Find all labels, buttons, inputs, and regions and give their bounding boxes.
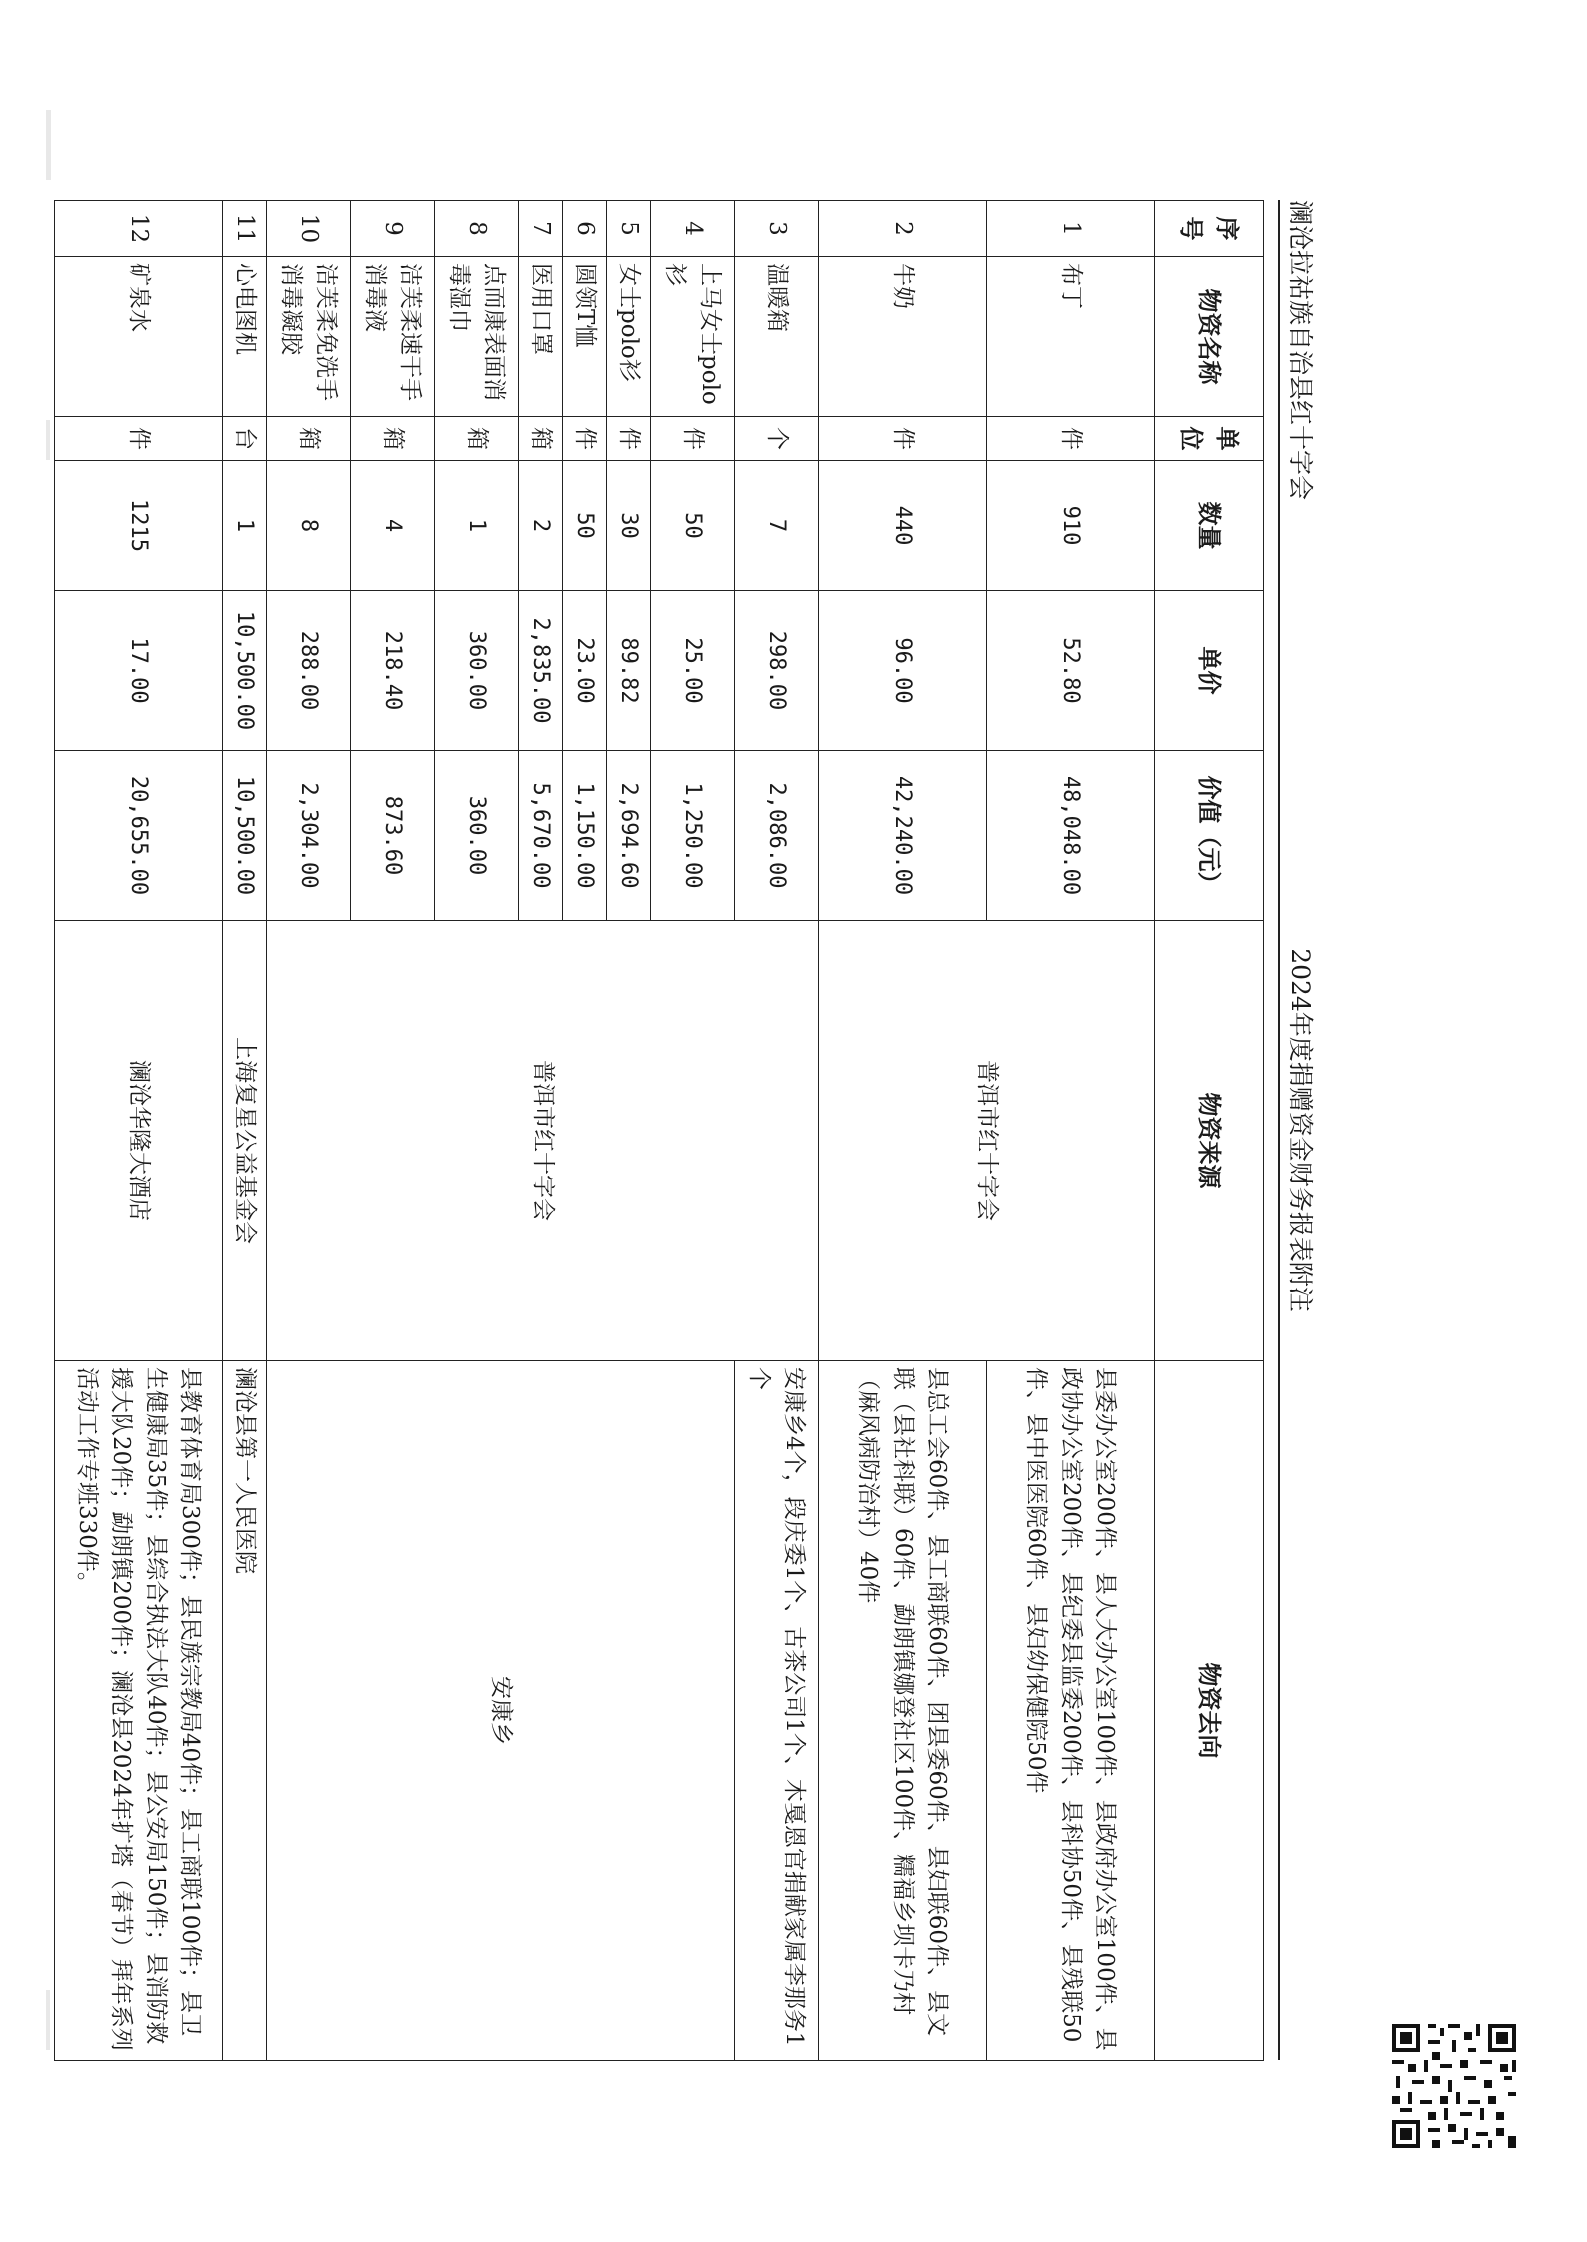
cell-unit: 箱	[267, 417, 351, 461]
scan-edge-mark	[46, 1990, 50, 2050]
col-header-no: 序号	[1155, 201, 1264, 257]
cell-value: 873.60	[351, 751, 435, 921]
cell-qty: 910	[987, 461, 1155, 591]
cell-price: 25.00	[651, 591, 735, 751]
cell-unit: 个	[735, 417, 819, 461]
page-title: 2024年度捐赠资金财务报表附注	[1286, 948, 1315, 1312]
cell-name: 女士polo衫	[607, 257, 651, 417]
col-header-source: 物资来源	[1155, 921, 1264, 1361]
cell-qty: 440	[819, 461, 987, 591]
rotated-page-content	[74, 200, 1330, 2060]
cell-value: 48,048.00	[987, 751, 1155, 921]
cell-price: 89.82	[607, 591, 651, 751]
col-header-price: 单价	[1155, 591, 1264, 751]
cell-price: 218.40	[351, 591, 435, 751]
scan-edge-mark	[46, 420, 50, 460]
cell-value: 20,655.00	[55, 751, 223, 921]
donation-table-wrap	[54, 200, 1264, 2060]
cell-value: 1,250.00	[651, 751, 735, 921]
cell-value: 1,150.00	[563, 751, 607, 921]
table-row	[55, 201, 223, 2061]
cell-no: 4	[651, 201, 735, 257]
cell-no: 3	[735, 201, 819, 257]
table-row	[223, 201, 267, 2061]
cell-price: 96.00	[819, 591, 987, 751]
col-header-name: 物资名称	[1155, 257, 1264, 417]
cell-dest: 澜沧县第一人民医院	[223, 1361, 267, 2061]
org-name: 澜沧拉祜族自治县红十字会	[1286, 200, 1315, 501]
cell-price: 288.00	[267, 591, 351, 751]
cell-unit: 箱	[435, 417, 519, 461]
cell-price: 2,835.00	[519, 591, 563, 751]
cell-unit: 件	[55, 417, 223, 461]
cell-qty: 1	[435, 461, 519, 591]
cell-source-merged: 普洱市红十字会	[267, 921, 819, 1361]
qr-code-icon	[1388, 2020, 1520, 2152]
cell-unit: 件	[563, 417, 607, 461]
table-row	[987, 201, 1155, 2061]
cell-no: 2	[819, 201, 987, 257]
cell-value: 2,304.00	[267, 751, 351, 921]
header-rule	[1278, 200, 1280, 2060]
cell-name: 上马女士polo衫	[651, 257, 735, 417]
donation-table	[54, 200, 1264, 2061]
cell-name: 温暖箱	[735, 257, 819, 417]
cell-name: 洁芙柔速干手消毒液	[351, 257, 435, 417]
cell-no: 8	[435, 201, 519, 257]
cell-price: 23.00	[563, 591, 607, 751]
cell-name: 医用口罩	[519, 257, 563, 417]
cell-qty: 8	[267, 461, 351, 591]
cell-unit: 件	[651, 417, 735, 461]
cell-no: 1	[987, 201, 1155, 257]
cell-dest: 安康乡4个，段庆委1个、古茶公司1个、木戛恩官捐献家属李那务1个	[735, 1361, 819, 2061]
cell-dest-merged: 安康乡	[267, 1361, 735, 2061]
cell-no: 10	[267, 201, 351, 257]
cell-qty: 4	[351, 461, 435, 591]
cell-dest: 县教育体育局300件；县民族宗教局40件；县工商联100件；县卫生健康局35件；县综合执法大队40件；县公安局150件；县消防救援大队20件；勐朗镇200件；澜沧县2024年扩塔（春节）拜年系列活动工作专班330件。	[55, 1361, 223, 2061]
cell-qty: 1	[223, 461, 267, 591]
cell-price: 360.00	[435, 591, 519, 751]
cell-no: 12	[55, 201, 223, 257]
cell-value: 2,086.00	[735, 751, 819, 921]
col-header-qty: 数量	[1155, 461, 1264, 591]
cell-name: 圆领T恤	[563, 257, 607, 417]
col-header-value: 价值（元）	[1155, 751, 1264, 921]
cell-value: 5,670.00	[519, 751, 563, 921]
cell-qty: 50	[563, 461, 607, 591]
cell-unit: 箱	[519, 417, 563, 461]
cell-price: 10,500.00	[223, 591, 267, 751]
cell-name: 点而康表面消毒湿巾	[435, 257, 519, 417]
scan-edge-mark	[46, 110, 51, 180]
col-header-unit: 单位	[1155, 417, 1264, 461]
cell-dest: 县总工会60件、县工商联60件、团县委60件、县妇联60件、县文联（县社科联）60件、勐朗镇娜登社区100件、糯福乡坝卡乃村（麻风病防治村）40件	[819, 1361, 987, 2061]
cell-source: 上海复星公益基金会	[223, 921, 267, 1361]
cell-no: 11	[223, 201, 267, 257]
cell-unit: 箱	[351, 417, 435, 461]
cell-name: 洁芙柔免洗手消毒凝胶	[267, 257, 351, 417]
cell-qty: 2	[519, 461, 563, 591]
cell-name: 矿泉水	[55, 257, 223, 417]
cell-value: 10,500.00	[223, 751, 267, 921]
cell-qty: 7	[735, 461, 819, 591]
cell-name: 牛奶	[819, 257, 987, 417]
table-header-row	[1155, 201, 1264, 2061]
cell-qty: 1215	[55, 461, 223, 591]
cell-value: 2,694.60	[607, 751, 651, 921]
table-row	[735, 201, 819, 2061]
cell-price: 17.00	[55, 591, 223, 751]
cell-no: 6	[563, 201, 607, 257]
cell-no: 9	[351, 201, 435, 257]
cell-source: 澜沧华隆大酒店	[55, 921, 223, 1361]
cell-unit: 台	[223, 417, 267, 461]
cell-price: 52.80	[987, 591, 1155, 751]
cell-source-merged: 普洱市红十字会	[819, 921, 1155, 1361]
cell-value: 42,240.00	[819, 751, 987, 921]
col-header-dest: 物资去向	[1155, 1361, 1264, 2061]
cell-name: 布丁	[987, 257, 1155, 417]
cell-price: 298.00	[735, 591, 819, 751]
cell-unit: 件	[987, 417, 1155, 461]
cell-unit: 件	[819, 417, 987, 461]
cell-no: 7	[519, 201, 563, 257]
cell-qty: 50	[651, 461, 735, 591]
cell-no: 5	[607, 201, 651, 257]
cell-qty: 30	[607, 461, 651, 591]
cell-unit: 件	[607, 417, 651, 461]
cell-value: 360.00	[435, 751, 519, 921]
cell-dest: 县委办公室200件、县人大办公室100件、县政府办公室100件、县政协办公室200件、县纪委县监委200件、县科协50件、县残联50件、县中医医院60件、县妇幼保健院50件	[987, 1361, 1155, 2061]
cell-name: 心电图机	[223, 257, 267, 417]
